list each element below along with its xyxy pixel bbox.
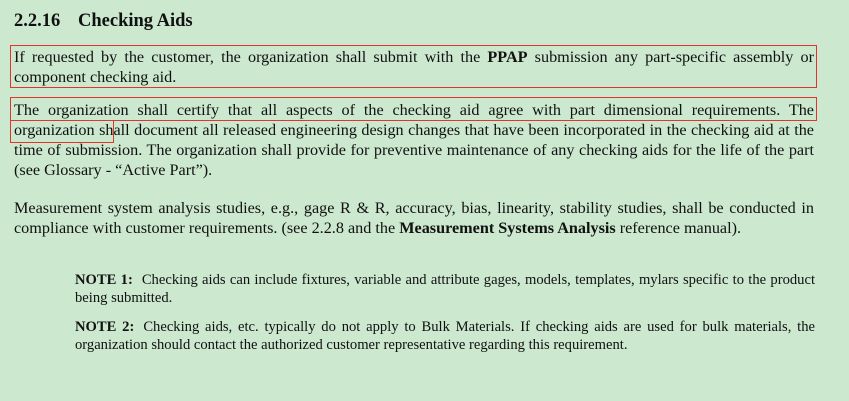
paragraph-3-text-before: Measurement system analysis studies, e.g., gage R & R, accuracy, bias, linearity, stability studies, shall be conducted in compliance with customer requirements. (see 2.2.8 and the — [14, 199, 814, 237]
note-2-label: NOTE 2: — [75, 319, 135, 335]
ppap-term: PPAP — [487, 48, 528, 66]
section-heading — [14, 11, 193, 32]
section-title: Checking Aids — [78, 11, 193, 31]
paragraph-1-text-before: If requested by the customer, the organization shall submit with the — [14, 48, 488, 66]
paragraph-measurement-analysis — [14, 198, 814, 238]
section-number: 2.2.16 — [14, 11, 61, 31]
note-1-label: NOTE 1: — [75, 272, 133, 288]
note-1 — [75, 271, 815, 307]
note-2 — [75, 318, 815, 354]
paragraph-submission — [14, 47, 814, 87]
note-2-text: Checking aids, etc. typically do not apply to Bulk Materials. If checking aids are used for bulk materials, the organization should contact the authorized customer representative regarding this requirement. — [75, 319, 815, 353]
msa-term: Measurement Systems Analysis — [399, 219, 616, 237]
paragraph-2-boxed-line: The organization shall certify that all aspects of the checking aid agree with part dimensional — [14, 101, 683, 119]
paragraph-1-text-after: submission any part-specific assembly or component checking aid. — [14, 48, 815, 86]
paragraph-2-boxed-word: requirements. — [691, 101, 781, 119]
paragraph-2-rest: The organization shall document all released engineering design changes that have been incorporated in the checking aid at the time of submission. The organization shall provide for preventive maintenance of any checking aids for the life of the part (see Glossary - “Active Part”). — [14, 101, 814, 179]
note-1-text: Checking aids can include fixtures, variable and attribute gages, models, templates, mylars specific to the product being submitted. — [75, 272, 816, 306]
paragraph-certification — [14, 100, 814, 180]
paragraph-3-text-after: reference manual). — [615, 219, 742, 237]
